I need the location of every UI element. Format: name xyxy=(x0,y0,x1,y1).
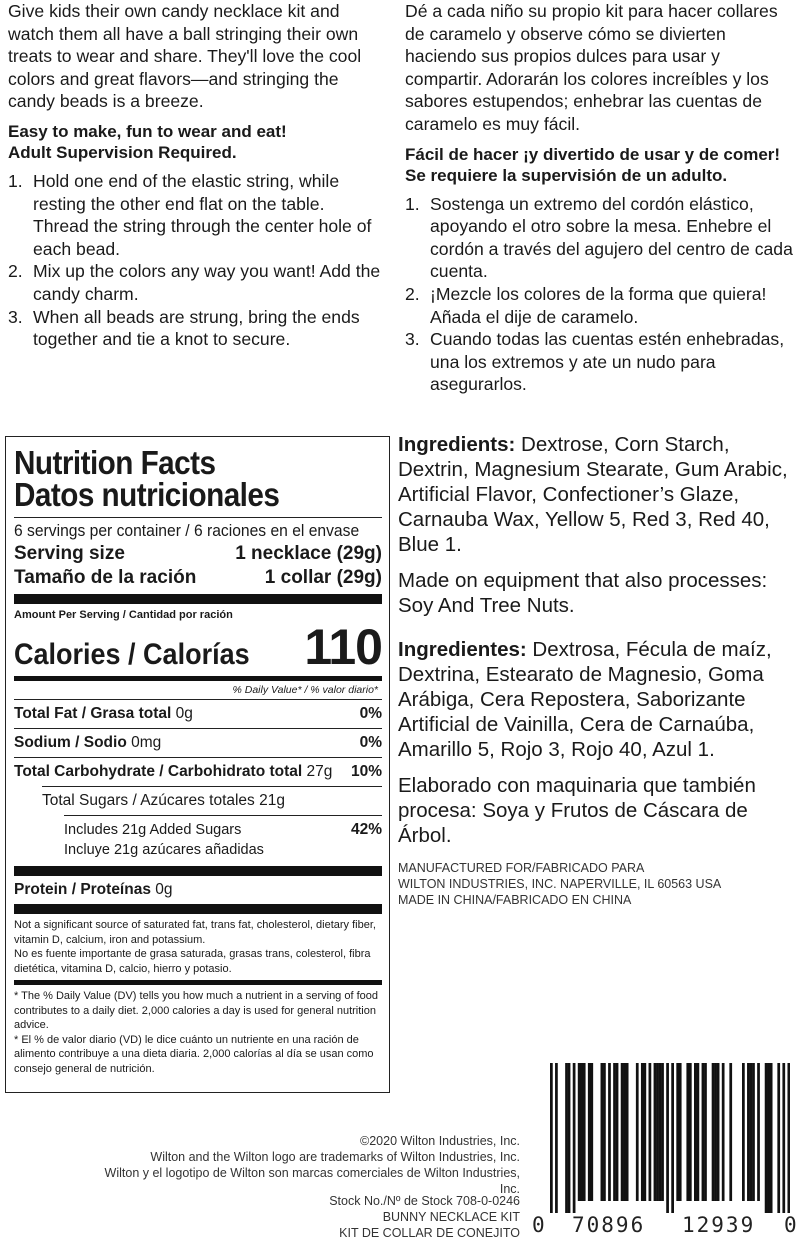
step-number: 1. xyxy=(8,170,23,191)
trademark-es: Wilton y el logotipo de Wilton son marcas comerciales de Wilton Industries, Inc. xyxy=(104,1166,520,1196)
barcode-bar xyxy=(722,1063,725,1201)
english-tagline: Easy to make, fun to wear and eat! xyxy=(8,121,287,141)
barcode-bar xyxy=(782,1063,785,1213)
daily-value-footnote xyxy=(14,985,382,1080)
barcode-bar xyxy=(568,1063,571,1213)
step-text: Hold one end of the elastic string, while resting the other end flat on the table. Thread the string through the center hole of each bead. xyxy=(33,170,372,259)
serving-size-label: Serving size xyxy=(14,543,125,564)
barcode-bar xyxy=(767,1063,770,1213)
barcode-bar xyxy=(643,1063,646,1201)
stock-number: Stock No./Nº de Stock 708-0-0246 xyxy=(329,1194,520,1208)
spanish-steps xyxy=(405,193,793,396)
upc-barcode xyxy=(532,1063,797,1243)
english-step xyxy=(8,170,384,260)
nutrition-title-es: Datos nutricionales xyxy=(14,476,280,513)
sodium-label: Sodium / Sodio xyxy=(14,734,127,751)
spanish-supervision: Se requiere la supervisión de un adulto. xyxy=(405,166,728,186)
daily-value-header: % Daily Value* / % valor diario* xyxy=(232,684,378,696)
barcode-group-1: 70896 xyxy=(572,1213,646,1237)
english-step xyxy=(8,306,384,351)
serving-size-label-es: Tamaño de la ración xyxy=(14,567,197,588)
allergen-en: Made on equipment that also processes: Soy And Tree Nuts. xyxy=(398,569,768,617)
barcode-bar xyxy=(616,1063,619,1201)
carb-label: Total Carbohydrate / Carbohidrato total xyxy=(14,763,303,780)
barcode-bar xyxy=(770,1063,773,1213)
barcode-bar xyxy=(712,1063,715,1201)
added-sugars-es: Incluye 21g azúcares añadidas xyxy=(64,842,264,858)
legal-trademark xyxy=(100,1133,520,1197)
barcode-bar xyxy=(702,1063,705,1201)
barcode-bar xyxy=(613,1063,616,1201)
not-significant-en: Not a significant source of saturated fat, trans fat, cholesterol, dietary fiber, vitamin D, calcium, iron and potassium. xyxy=(14,919,376,946)
barcode-bar xyxy=(641,1063,644,1201)
ingredients-es-label: Ingredientes: xyxy=(398,638,527,661)
nutrition-title-en: Nutrition Facts xyxy=(14,444,216,481)
english-tagline-block xyxy=(8,121,384,164)
divider xyxy=(14,517,382,518)
barcode-bar xyxy=(578,1063,581,1201)
barcode-bar xyxy=(676,1063,679,1201)
barcode-bar xyxy=(697,1063,700,1201)
carb-pct: 10% xyxy=(350,763,382,780)
serving-size xyxy=(14,542,382,590)
protein-label: Protein / Proteínas xyxy=(14,881,151,898)
barcode-bar xyxy=(742,1063,745,1201)
nutrition-facts-panel xyxy=(5,436,390,1093)
ingredients-en-text: Dextrose, Corn Starch, Dextrin, Magnesium Stearate, Gum Arabic, Artificial Flavor, Confectioner’s Glaze, Carnauba Wax, Yellow 5, Red 3, Red 40, Blue 1. xyxy=(398,433,788,556)
trademark-en: Wilton and the Wilton logo are trademarks of Wilton Industries, Inc. xyxy=(150,1150,520,1164)
step-number: 2. xyxy=(8,261,23,282)
carbohydrate-row xyxy=(14,758,382,786)
barcode-bar xyxy=(694,1063,697,1201)
barcode-bar xyxy=(787,1063,790,1213)
barcode-bar xyxy=(601,1063,604,1201)
spanish-step xyxy=(405,193,793,283)
not-significant-es: No es fuente importante de grasa saturada, grasas trans, colesterol, fibra dietética, vitamina D, calcio, hierro y potasio. xyxy=(14,948,371,975)
barcode-right-digit: 0 xyxy=(784,1213,797,1237)
spanish-instructions xyxy=(405,0,793,396)
total-fat-label: Total Fat / Grasa total xyxy=(14,705,172,722)
servings-per-container: 6 servings per container / 6 raciones en el envase xyxy=(14,521,360,540)
barcode-bar xyxy=(621,1063,624,1201)
english-supervision: Adult Supervision Required. xyxy=(8,143,237,163)
barcode-bar xyxy=(590,1063,593,1201)
barcode-bar xyxy=(679,1063,682,1201)
barcode-bar xyxy=(757,1063,760,1201)
not-significant-note xyxy=(14,914,382,980)
barcode-bar xyxy=(550,1063,553,1213)
divider xyxy=(14,904,382,914)
spanish-intro: Dé a cada niño su propio kit para hacer collares de caramelo y observe cómo se divierten haciendo sus propios dulces para usar y compartir. Adorarán los colores increíbles y los sabores estupendos; enhebrar las cuentas de caramelo es muy fácil. xyxy=(405,1,778,134)
serving-size-value-es: 1 collar (29g) xyxy=(264,567,382,588)
english-intro: Give kids their own candy necklace kit and watch them all have a ball stringing their own treats to wear and share. They'll love the cool colors and great flavors—and stringing the candy beads is a breeze. xyxy=(8,1,362,112)
sodium-amount: 0mg xyxy=(131,734,162,751)
total-fat-amount: 0g xyxy=(175,705,193,722)
barcode-bar xyxy=(661,1063,664,1201)
barcode-bar xyxy=(654,1063,657,1201)
calories-label: Calories / Calorías xyxy=(14,638,250,671)
step-text: ¡Mezcle los colores de la forma que quiera! Añada el dije de caramelo. xyxy=(430,283,767,327)
barcode-bar xyxy=(752,1063,755,1201)
manufacturer-line: MANUFACTURED FOR/FABRICADO PARA xyxy=(398,861,645,875)
total-fat-row xyxy=(14,700,382,728)
step-number: 2. xyxy=(405,283,420,304)
barcode-bar xyxy=(717,1063,720,1201)
product-name-es: KIT DE COLLAR DE CONEJITO xyxy=(339,1226,520,1240)
step-text: Sostenga un extremo del cordón elástico, apoyando el otro sobre la mesa. Enhebre el cordón a través del agujero del centro de cada cuenta. xyxy=(430,193,793,282)
spanish-tagline: Fácil de hacer ¡y divertido de usar y de comer! xyxy=(405,144,781,164)
barcode-bar xyxy=(649,1063,652,1201)
ingredients-es-text: Dextrosa, Fécula de maíz, Dextrina, Estearato de Magnesio, Goma Arábiga, Cera Repostera, Saborizante Artificial de Vainilla, Cera de Carnaúba, Amarillo 5, Rojo 3, Rojo 40, Azul 1. xyxy=(398,638,772,761)
added-sugars-row xyxy=(14,816,382,860)
stock-info xyxy=(100,1193,520,1241)
footnote-en: * The % Daily Value (DV) tells you how much a nutrient in a serving of food contributes to a daily diet. 2,000 calories a day is used for general nutrition advice. xyxy=(14,990,378,1031)
ingredients-es xyxy=(398,637,794,762)
barcode-bar xyxy=(583,1063,586,1201)
barcode-bar xyxy=(729,1063,732,1201)
barcode-bar xyxy=(623,1063,626,1201)
barcode-bar xyxy=(671,1063,674,1213)
ingredients-en-label: Ingredients: xyxy=(398,433,516,456)
step-number: 1. xyxy=(405,193,420,214)
product-name-en: BUNNY NECKLACE KIT xyxy=(382,1210,520,1224)
spanish-tagline-block xyxy=(405,144,793,187)
amount-per-serving: Amount Per Serving / Cantidad por ración xyxy=(14,609,233,621)
barcode-bar xyxy=(714,1063,717,1201)
barcode-bar xyxy=(765,1063,768,1213)
calories-row xyxy=(14,619,382,675)
barcode-bar xyxy=(636,1063,639,1201)
spanish-step xyxy=(405,328,793,396)
barcode-bar xyxy=(555,1063,558,1213)
step-text: Cuando todas las cuentas estén enhebradas, una los extremos y ate un nudo para asegurarlos. xyxy=(430,329,785,395)
manufacturer-address: WILTON INDUSTRIES, INC. NAPERVILLE, IL 60563 USA xyxy=(398,877,722,891)
ingredients-en xyxy=(398,432,794,557)
copyright: ©2020 Wilton Industries, Inc. xyxy=(360,1134,520,1148)
manufacturer-info xyxy=(398,860,794,908)
barcode-bar xyxy=(603,1063,606,1201)
country-of-origin: MADE IN CHINA/FABRICADO EN CHINA xyxy=(398,893,632,907)
english-step xyxy=(8,260,384,305)
barcode-bar xyxy=(704,1063,707,1201)
added-sugars: Includes 21g Added Sugars xyxy=(64,822,242,838)
barcode-bar xyxy=(750,1063,753,1201)
step-number: 3. xyxy=(8,306,23,327)
footnote-es: * El % de valor diario (VD) le dice cuánto un nutriente en una ración de alimento contribuye a una dieta diaria. 2,000 calorías al día se usan como consejo general de nutrición. xyxy=(14,1033,374,1075)
step-number: 3. xyxy=(405,329,420,350)
added-sugars-pct: 42% xyxy=(350,821,382,838)
barcode-bar xyxy=(580,1063,583,1201)
protein-row xyxy=(14,876,382,904)
allergen-es: Elaborado con maquinaria que también procesa: Soya y Frutos de Cáscara de Árbol. xyxy=(398,774,756,847)
barcode-bar xyxy=(573,1063,576,1213)
sodium-pct: 0% xyxy=(359,734,382,751)
divider xyxy=(14,866,382,876)
barcode-bar xyxy=(777,1063,780,1213)
barcode-bar xyxy=(686,1063,689,1201)
protein-amount: 0g xyxy=(155,881,173,898)
barcode-bar xyxy=(656,1063,659,1201)
carb-amount: 27g xyxy=(306,763,333,780)
total-sugars: Total Sugars / Azúcares totales 21g xyxy=(42,792,285,809)
serving-size-value: 1 necklace (29g) xyxy=(235,543,382,564)
barcode-group-2: 12939 xyxy=(682,1213,756,1237)
sodium-row xyxy=(14,729,382,757)
barcode-bar xyxy=(588,1063,591,1201)
total-sugars-row xyxy=(14,787,382,815)
barcode-bars xyxy=(550,1063,790,1213)
barcode-bar xyxy=(626,1063,629,1201)
divider xyxy=(14,594,382,604)
barcode-bar xyxy=(747,1063,750,1201)
english-instructions xyxy=(8,0,384,351)
barcode-bar xyxy=(608,1063,611,1201)
step-text: When all beads are strung, bring the ends together and tie a knot to secure. xyxy=(33,306,360,350)
barcode-bar xyxy=(666,1063,669,1213)
barcode-bar xyxy=(659,1063,662,1201)
barcode-left-digit: 0 xyxy=(532,1213,545,1237)
barcode-bar xyxy=(565,1063,568,1213)
calories-value: 110 xyxy=(304,619,382,675)
barcode-bar xyxy=(689,1063,692,1201)
spanish-step xyxy=(405,283,793,328)
total-fat-pct: 0% xyxy=(359,705,382,722)
english-steps xyxy=(8,170,384,351)
step-text: Mix up the colors any way you want! Add the candy charm. xyxy=(33,261,381,304)
